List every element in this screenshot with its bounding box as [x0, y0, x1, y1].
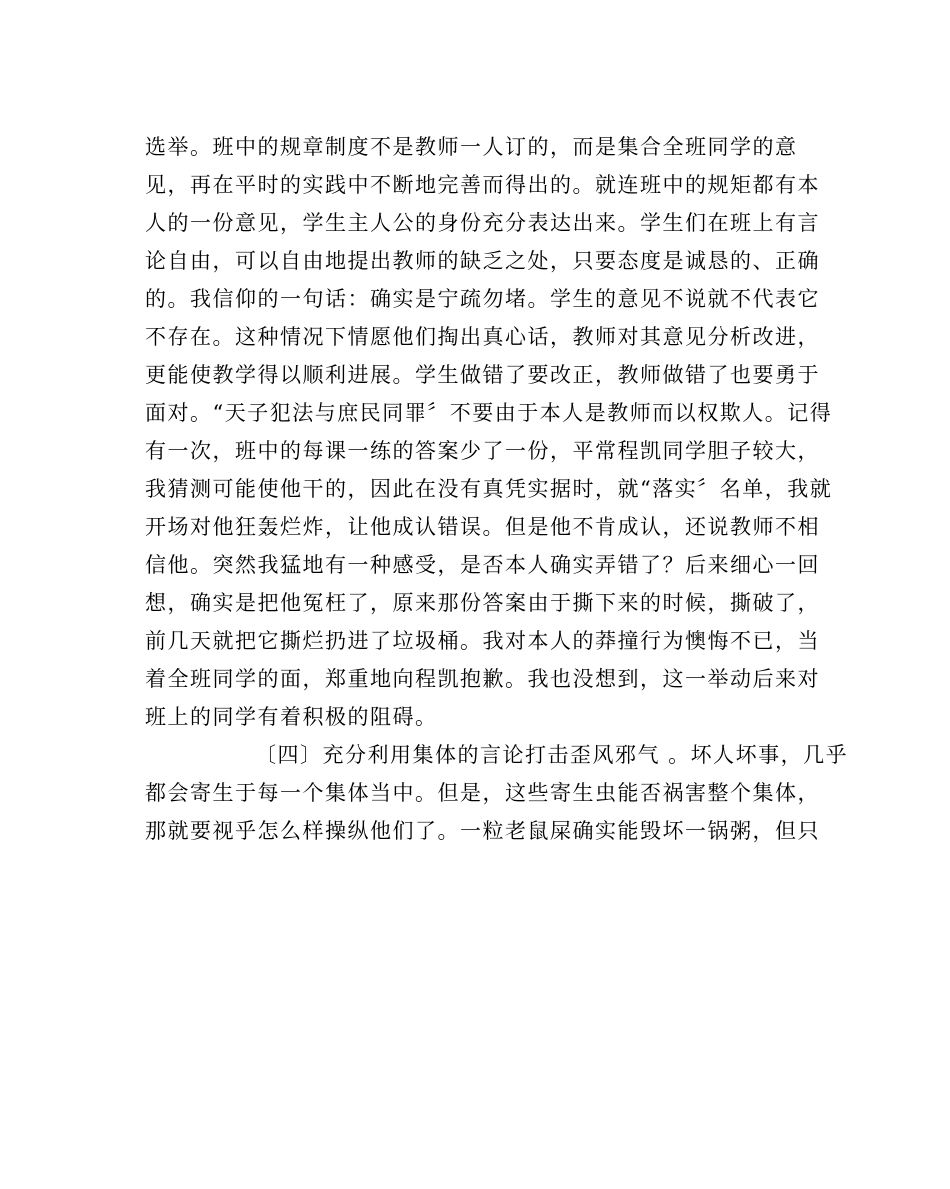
text-line-5: 的。我信仰的一句话：确实是宁疏勿堵。学生的意见不说就不代表它: [145, 287, 820, 311]
text-line-11: 开场对他狂轰烂炸，让他成认错误。但是他不肯成认，还说教师不相: [145, 515, 820, 539]
text-line-16: 班上的同学有着积极的阻碍。: [145, 705, 438, 729]
text-line-15: 着全班同学的面，郑重地向程凯抱歉。我也没想到，这一举动后来对: [145, 667, 820, 691]
text-line-12: 信他。突然我猛地有一种感受，是否本人确实弄错了？后来细心一回: [145, 553, 820, 577]
text-line-14: 前几天就把它撕烂扔进了垃圾桶。我对本人的莽撞行为懊悔不已，当: [145, 629, 820, 653]
text-line-4: 论自由，可以自由地提出教师的缺乏之处，只要态度是诚恳的、正确: [145, 249, 820, 273]
text-line-10: 我猜测可能使他干的，因此在没有真凭实据时，就“落实〞名单，我就: [145, 477, 833, 501]
text-line-7: 更能使教学得以顺利进展。学生做错了要改正，教师做错了也要勇于: [145, 363, 820, 387]
body-text: [145, 128, 849, 850]
text-line-1: 选举。班中的规章制度不是教师一人订的，而是集合全班同学的意: [145, 135, 798, 159]
text-line-3: 人的一份意见，学生主人公的身份充分表达出来。学生们在班上有言: [145, 211, 820, 235]
text-line-9: 有一次，班中的每课一练的答案少了一份，平常程凯同学胆子较大，: [145, 439, 820, 463]
text-line-8: 面对。“天子犯法与庶民同罪〞不要由于本人是教师而以权欺人。记得: [145, 401, 833, 425]
text-line-2: 见，再在平时的实践中不断地完善而得出的。就连班中的规矩都有本: [145, 173, 820, 197]
text-line-18: 都会寄生于每一个集体当中。但是，这些寄生虫能否祸害整个集体，: [145, 781, 820, 805]
text-line-19: 那就要视乎怎么样操纵他们了。一粒老鼠屎确实能毁坏一锅粥，但只: [145, 819, 820, 843]
text-line-6: 不存在。这种情况下情愿他们掏出真心话，教师对其意见分析改进，: [145, 325, 820, 349]
section-heading-line: 〔四〕充分利用集体的言论打击歪风邪气 。坏人坏事，几乎: [255, 743, 849, 767]
text-line-13: 想，确实是把他冤枉了，原来那份答案由于撕下来的时候，撕破了，: [145, 591, 820, 615]
